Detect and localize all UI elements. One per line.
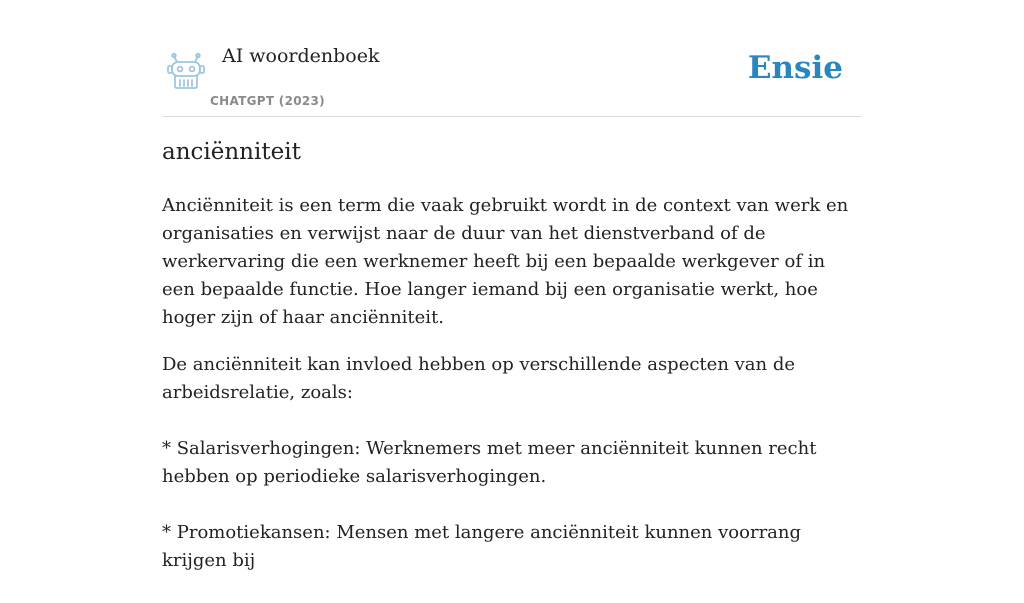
source-title[interactable]: AI woordenboek	[222, 45, 380, 67]
paragraph: De anciënniteit kan invloed hebben op verschillende aspecten van de arbeidsrelatie, zoals:	[162, 354, 796, 403]
entry-body	[162, 192, 862, 603]
source-subtitle: CHATGPT (2023)	[210, 94, 325, 108]
brand-logo[interactable]: Ensie	[747, 50, 843, 86]
robot-icon	[166, 52, 206, 90]
entry-title: anciënniteit	[162, 139, 301, 165]
list-item: * Promotiekansen: Mensen met langere anciënniteit kunnen voorrang krijgen bij	[162, 522, 802, 571]
paragraph: Anciënniteit is een term die vaak gebruikt wordt in de context van werk en organisaties en verwijst naar de duur van het dienstverband of de werkervaring die een werknemer heeft bij een bepaalde werkgever of in een bepaalde functie. Hoe langer iemand bij een organisatie werkt, hoe hoger zijn of haar anciënniteit.	[162, 195, 849, 328]
list-item: * Salarisverhogingen: Werknemers met meer anciënniteit kunnen recht hebben op periodieke salarisverhogingen.	[162, 438, 817, 487]
header	[162, 0, 862, 117]
